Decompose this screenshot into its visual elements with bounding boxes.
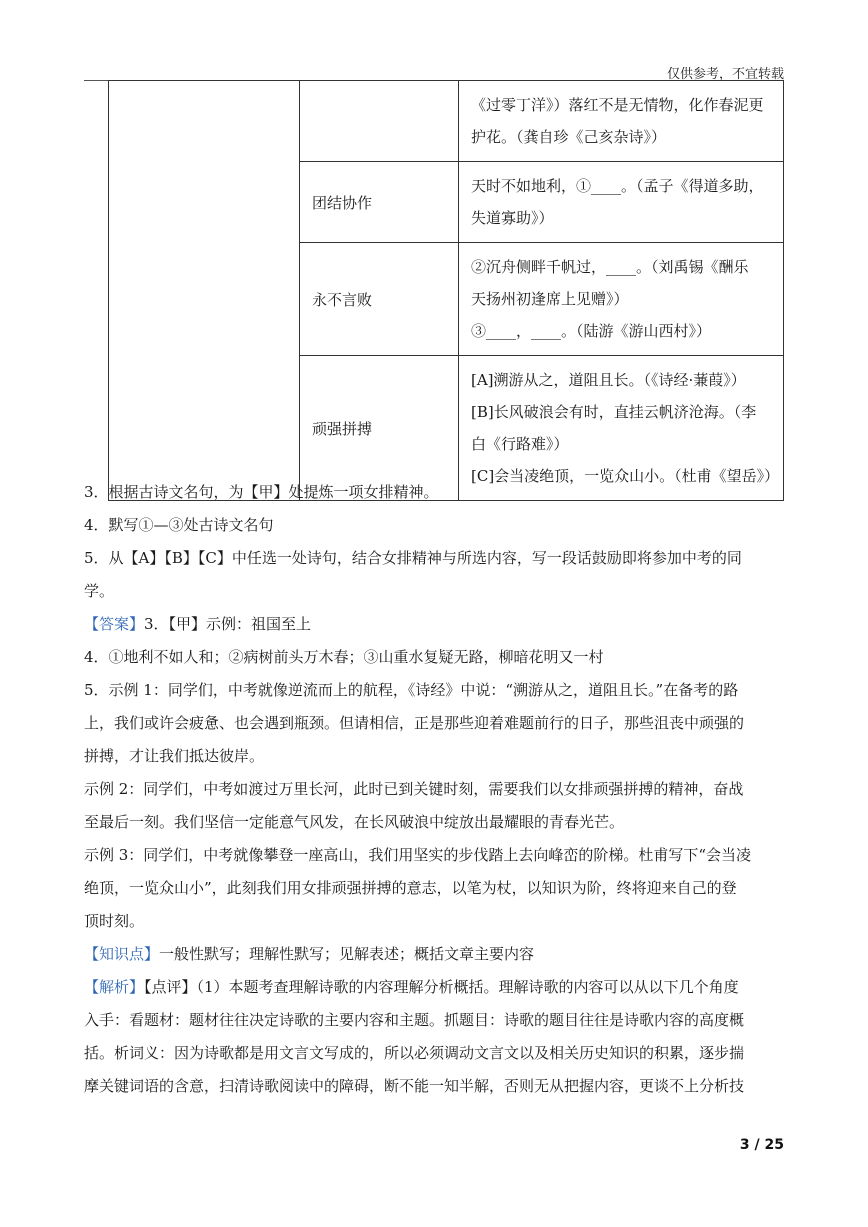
answer-5-line: 示例 2：同学们，中考如渡过万里长河，此时已到关键时刻，需要我们以女排顽强拼搏的精神，奋战 <box>84 780 744 798</box>
answer-5-line: 顶时刻。 <box>84 912 145 930</box>
table-row <box>109 81 784 162</box>
poem-line: 天扬州初逢席上见赠》） <box>471 290 629 308</box>
question-5: 5．从【A】【B】【C】中任选一处诗句，结合女排精神与所选内容，写一段话鼓励即将参加中考的同 <box>84 549 742 567</box>
poem-line: ②沉舟侧畔千帆过，____。（刘禹锡《酬乐 <box>471 258 749 276</box>
knowledge-text: 一般性默写；理解性默写；见解表述；概括文章主要内容 <box>159 945 535 963</box>
answer-5-line: 5．示例 1：同学们，中考就像逆流而上的航程，《诗经》中说：“溯游从之，道阻且长。”在备考的路 <box>84 681 739 699</box>
analysis-line: 括。析词义：因为诗歌都是用文言文写成的，所以必须调动文言文以及相关历史知识的积累，逐步揣 <box>84 1044 745 1062</box>
poem-line: [B]长风破浪会有时，直挂云帆济沧海。（李 <box>471 403 757 421</box>
answer-5-line: 上，我们或许会疲惫、也会遇到瓶颈。但请相信，正是那些迎着难题前行的日子，那些沮丧中顽强的 <box>84 714 745 732</box>
answer-5-line: 绝顶，一览众山小”，此刻我们用女排顽强拼搏的意志，以笔为杖，以知识为阶，终将迎来自己的登 <box>84 879 737 897</box>
document-body <box>84 476 784 1103</box>
poem-line: 天时不如地利，①____。（孟子《得道多助， <box>471 177 764 195</box>
poem-line: [C]会当凌绝顶，一览众山小。（杜甫《望岳》） <box>471 467 780 485</box>
answer-3 <box>84 608 784 641</box>
knowledge-points <box>84 938 784 971</box>
poem-line: ③____，____。（陆游《游山西村》） <box>471 322 712 340</box>
knowledge-tag: 【知识点】 <box>84 945 160 963</box>
analysis-tag: 【解析】 <box>84 978 145 996</box>
poem-line: 失道寡助》） <box>471 209 554 227</box>
poem-line: 《过零丁洋》）落红不是无情物，化作春泥更 <box>471 96 764 114</box>
poem-table <box>108 80 784 501</box>
analysis-line: 入手：看题材：题材往往决定诗歌的主要内容和主题。抓题目：诗歌的题目往往是诗歌内容的高度概 <box>84 1011 745 1029</box>
poem-cell <box>459 81 784 162</box>
category-cell <box>300 81 459 162</box>
question-4: 4．默写①—③处古诗文名句 <box>84 516 274 534</box>
table-left-cell <box>109 81 300 501</box>
answer-5-line: 至最后一刻。我们坚信一定能意气风发，在长风破浪中绽放出最耀眼的青春光芒。 <box>84 813 625 831</box>
question-5-continued: 学。 <box>84 582 115 600</box>
poem-cell <box>459 243 784 356</box>
question-3: 3．根据古诗文名句，为【甲】处提炼一项女排精神。 <box>84 483 439 501</box>
header-note: 仅供参考，不宜转载 <box>666 67 784 82</box>
poem-line: [A]溯游从之，道阻且长。（《诗经·蒹葭》） <box>471 371 746 389</box>
answer-tag: 【答案】 <box>84 615 145 633</box>
analysis <box>84 971 784 1004</box>
poem-line: 护花。（龚自珍《己亥杂诗》） <box>471 128 667 146</box>
analysis-line: 摩关键词语的含意，扫清诗歌阅读中的障碍，断不能一知半解，否则无从把握内容，更谈不上分析技 <box>84 1077 745 1095</box>
poem-line: 白《行路难》） <box>471 435 569 453</box>
answer-3-text: 3．【甲】示例：祖国至上 <box>144 615 312 633</box>
answer-5-line: 示例 3：同学们，中考就像攀登一座高山，我们用坚实的步伐踏上去向峰峦的阶梯。杜甫写下“会当凌 <box>84 846 751 864</box>
category-cell: 团结协作 <box>300 162 459 243</box>
answer-5-line: 拼搏，才让我们抵达彼岸。 <box>84 747 265 765</box>
category-cell: 永不言败 <box>300 243 459 356</box>
poem-cell <box>459 162 784 243</box>
analysis-text: 【点评】（1）本题考查理解诗歌的内容理解分析概括。理解诗歌的内容可以从以下几个角度 <box>144 978 739 996</box>
category-cell: 顽强拼搏 <box>300 356 459 501</box>
page-number: 3 / 25 <box>739 1137 784 1153</box>
answer-4: 4．①地利不如人和；②病树前头万木春；③山重水复疑无路，柳暗花明又一村 <box>84 648 604 666</box>
